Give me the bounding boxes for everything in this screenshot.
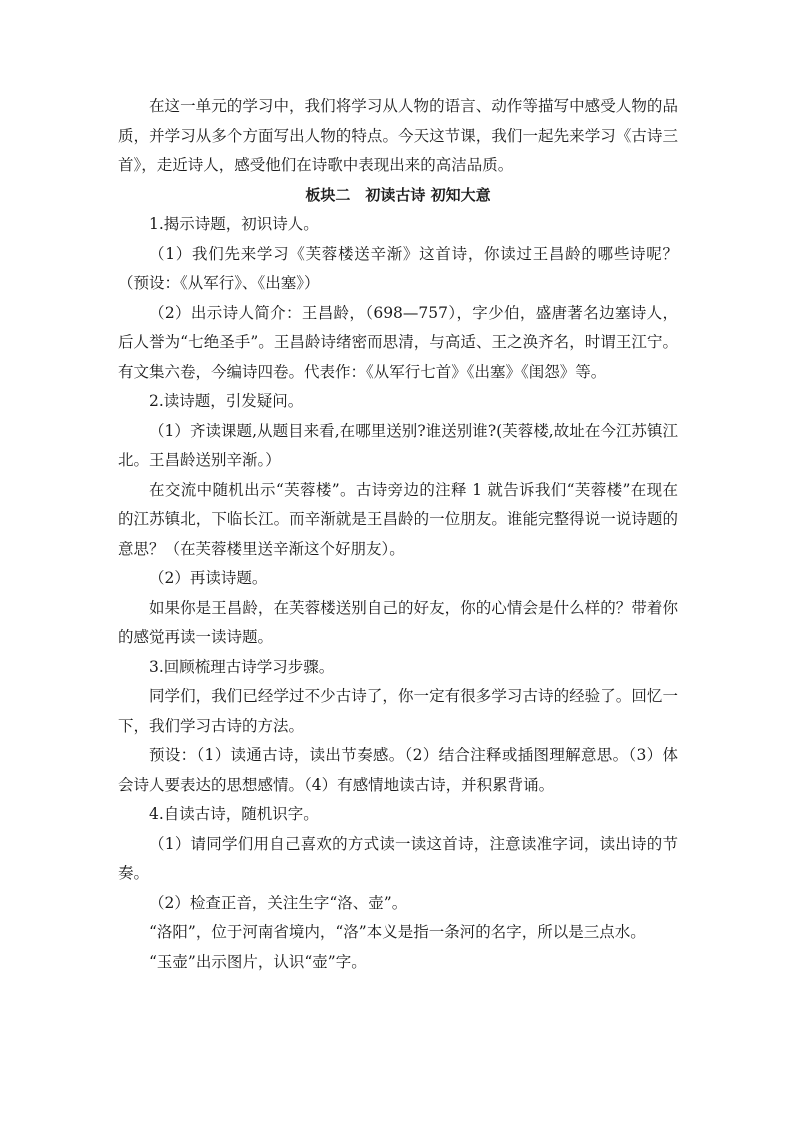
step-2-title: 2.读诗题，引发疑问。: [149, 392, 304, 410]
step-1-title: 1.揭示诗题，初识诗人。: [149, 215, 319, 233]
intro-paragraph: 在这一单元的学习中，我们将学习从人物的语言、动作等描写中感受人物的品质，并学习从多个方面写出人物的特点。今天这节课，我们一起先来学习《古诗三首》，走近诗人，感受他们在诗歌中表现出来的高洁品质。: [118, 97, 678, 174]
step-4-paragraph: “洛阳”，位于河南省境内，“洛”本义是指一条河的名字，所以是三点水。: [149, 923, 646, 941]
step-4-title: 4.自读古诗，随机识字。: [149, 805, 319, 823]
step-2-item-2: （2）再读诗题。: [149, 569, 268, 587]
step-3-paragraph: 同学们，我们已经学过不少古诗了，你一定有很多学习古诗的经验了。回忆一下，我们学习古诗的方法。: [118, 687, 678, 735]
step-2-item-1: （1）齐读课题,从题目来看,在哪里送别?谁送别谁?(芙蓉楼,故址在今江苏镇江北。王昌龄送别辛渐。）: [118, 421, 678, 469]
step-2-paragraph-2: 如果你是王昌龄，在芙蓉楼送别自己的好友，你的心情会是什么样的？带着你的感觉再读一读诗题。: [118, 598, 678, 646]
step-3-title: 3.回顾梳理古诗学习步骤。: [149, 657, 335, 676]
section-heading: 板块二 初读古诗 初知大意: [305, 185, 491, 204]
step-4-item-2: （2）检查正音，关注生字“洛、壶”。: [149, 893, 408, 912]
step-2-paragraph: 在交流中随机出示“芙蓉楼”。古诗旁边的注释 1 就告诉我们“芙蓉楼”在现在的江苏镇北，下临长江。而辛渐就是王昌龄的一位朋友。谁能完整得说一说诗题的意思？（在芙蓉楼里送辛渐这个好朋友）。: [118, 480, 678, 558]
step-4-paragraph-2: “玉壶”出示图片，认识“壶”字。: [149, 952, 367, 971]
step-4-item-1: （1）请同学们用自己喜欢的方式读一读这首诗，注意读准字词，读出诗的节奏。: [118, 834, 678, 882]
step-1-item-2: （2）出示诗人简介：王昌龄，（698—757），字少伯，盛唐著名边塞诗人，后人誉为“七绝圣手”。王昌龄诗绪密而思清，与高适、王之涣齐名，时谓王江宁。有文集六卷，今编诗四卷。代表作：《从军行七首》《出塞》《闺怨》等。: [118, 303, 678, 381]
document-page: [118, 92, 678, 977]
step-3-preset: 预设：（1）读通古诗，读出节奏感。（2）结合注释或插图理解意思。（3）体会诗人要表达的思想感情。（4）有感情地读古诗，并积累背诵。: [118, 746, 678, 794]
step-1-item-1: （1）我们先来学习《芙蓉楼送辛渐》这首诗，你读过王昌龄的哪些诗呢？（预设：《从军行》、《出塞》）: [118, 244, 678, 292]
